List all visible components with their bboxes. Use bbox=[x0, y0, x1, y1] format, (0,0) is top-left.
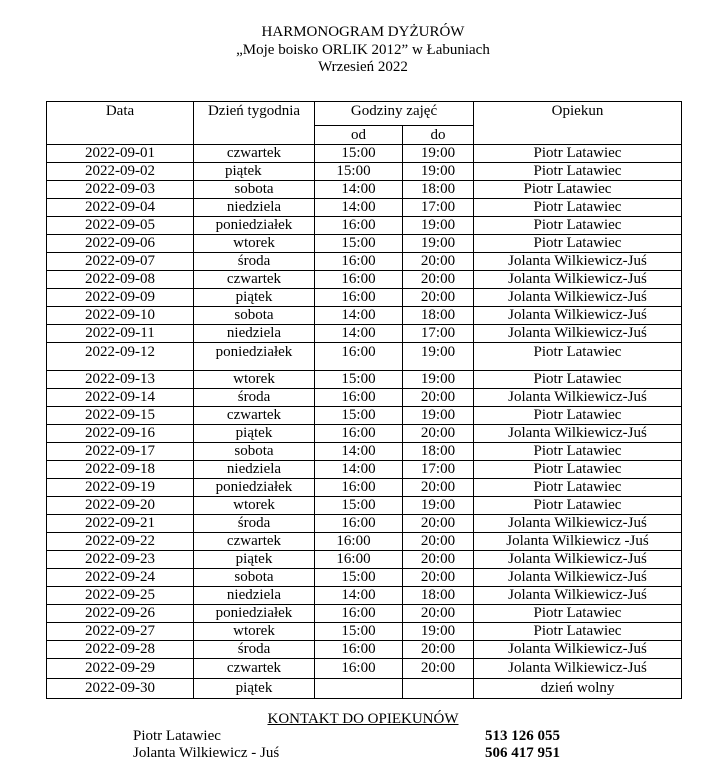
cell-hours-to: 20:00 bbox=[403, 271, 474, 289]
cell-hours-to bbox=[403, 679, 474, 699]
cell-supervisor: Jolanta Wilkiewicz-Juś bbox=[474, 551, 682, 569]
cell-supervisor: Jolanta Wilkiewicz-Juś bbox=[474, 515, 682, 533]
cell-date: 2022-09-03 bbox=[47, 181, 194, 199]
cell-hours-from: 16:00 bbox=[315, 289, 403, 307]
table-row bbox=[47, 235, 682, 253]
cell-date: 2022-09-06 bbox=[47, 235, 194, 253]
cell-hours-from: 15:00 bbox=[315, 371, 403, 389]
table-row bbox=[47, 181, 682, 199]
cell-weekday: niedziela bbox=[194, 199, 315, 217]
table-row bbox=[47, 199, 682, 217]
cell-supervisor: Piotr Latawiec bbox=[474, 217, 682, 235]
cell-hours-to: 20:00 bbox=[403, 425, 474, 443]
cell-hours-from: 15:00 bbox=[315, 569, 403, 587]
cell-supervisor: Jolanta Wilkiewicz-Juś bbox=[474, 307, 682, 325]
cell-supervisor: Jolanta Wilkiewicz-Juś bbox=[474, 425, 682, 443]
duty-schedule-table bbox=[46, 101, 682, 699]
cell-weekday: sobota bbox=[194, 181, 315, 199]
cell-hours-from: 16:00 bbox=[315, 343, 403, 371]
cell-hours-from: 14:00 bbox=[315, 199, 403, 217]
cell-hours-to: 20:00 bbox=[403, 389, 474, 407]
cell-date: 2022-09-12 bbox=[47, 343, 194, 371]
cell-supervisor: Piotr Latawiec bbox=[474, 623, 682, 641]
cell-date: 2022-09-10 bbox=[47, 307, 194, 325]
table-row bbox=[47, 641, 682, 659]
table-row bbox=[47, 623, 682, 641]
cell-weekday: poniedziałek bbox=[194, 479, 315, 497]
cell-date: 2022-09-28 bbox=[47, 641, 194, 659]
cell-weekday: piątek bbox=[194, 163, 315, 181]
cell-hours-from: 15:00 bbox=[315, 623, 403, 641]
cell-hours-to: 20:00 bbox=[403, 551, 474, 569]
cell-weekday: piątek bbox=[194, 679, 315, 699]
contact-phone: 513 126 055 bbox=[485, 728, 560, 744]
table-row bbox=[47, 515, 682, 533]
cell-weekday: czwartek bbox=[194, 407, 315, 425]
cell-weekday: poniedziałek bbox=[194, 217, 315, 235]
cell-date: 2022-09-14 bbox=[47, 389, 194, 407]
cell-weekday: środa bbox=[194, 641, 315, 659]
cell-supervisor: Piotr Latawiec bbox=[474, 163, 682, 181]
cell-weekday: czwartek bbox=[194, 271, 315, 289]
cell-hours-to: 19:00 bbox=[403, 163, 474, 181]
cell-date: 2022-09-07 bbox=[47, 253, 194, 271]
cell-hours-to: 20:00 bbox=[403, 569, 474, 587]
cell-supervisor: Piotr Latawiec bbox=[474, 497, 682, 515]
column-header-from: od bbox=[315, 126, 403, 145]
cell-hours-to: 17:00 bbox=[403, 461, 474, 479]
contact-name: Piotr Latawiec bbox=[133, 728, 221, 744]
cell-hours-from: 15:00 bbox=[315, 497, 403, 515]
cell-supervisor: Piotr Latawiec bbox=[474, 199, 682, 217]
cell-supervisor: Piotr Latawiec bbox=[474, 407, 682, 425]
cell-weekday: niedziela bbox=[194, 461, 315, 479]
cell-hours-from: 14:00 bbox=[315, 443, 403, 461]
table-row bbox=[47, 569, 682, 587]
cell-weekday: sobota bbox=[194, 307, 315, 325]
cell-date: 2022-09-08 bbox=[47, 271, 194, 289]
cell-date: 2022-09-26 bbox=[47, 605, 194, 623]
cell-hours-from: 14:00 bbox=[315, 181, 403, 199]
cell-supervisor: Piotr Latawiec bbox=[474, 343, 682, 371]
cell-hours-to: 20:00 bbox=[403, 641, 474, 659]
cell-date: 2022-09-01 bbox=[47, 145, 194, 163]
cell-hours-from: 14:00 bbox=[315, 325, 403, 343]
table-row bbox=[47, 551, 682, 569]
table-row bbox=[47, 425, 682, 443]
cell-date: 2022-09-15 bbox=[47, 407, 194, 425]
cell-weekday: czwartek bbox=[194, 145, 315, 163]
table-row bbox=[47, 217, 682, 235]
document-title: HARMONOGRAM DYŻURÓW bbox=[261, 24, 465, 40]
cell-supervisor: Jolanta Wilkiewicz-Juś bbox=[474, 271, 682, 289]
cell-hours-from: 16:00 bbox=[315, 659, 403, 679]
cell-weekday: niedziela bbox=[194, 325, 315, 343]
cell-hours-from: 16:00 bbox=[315, 217, 403, 235]
cell-hours-from: 14:00 bbox=[315, 587, 403, 605]
table-row bbox=[47, 371, 682, 389]
cell-hours-to: 17:00 bbox=[403, 199, 474, 217]
cell-supervisor: Piotr Latawiec bbox=[474, 605, 682, 623]
cell-hours-from: 16:00 bbox=[315, 533, 403, 551]
cell-weekday: środa bbox=[194, 389, 315, 407]
cell-supervisor: Piotr Latawiec bbox=[474, 479, 682, 497]
cell-hours-to: 18:00 bbox=[403, 443, 474, 461]
cell-weekday: środa bbox=[194, 253, 315, 271]
cell-weekday: wtorek bbox=[194, 497, 315, 515]
cell-supervisor: Piotr Latawiec bbox=[474, 443, 682, 461]
cell-weekday: poniedziałek bbox=[194, 605, 315, 623]
cell-date: 2022-09-23 bbox=[47, 551, 194, 569]
cell-weekday: niedziela bbox=[194, 587, 315, 605]
cell-hours-to: 20:00 bbox=[403, 515, 474, 533]
cell-date: 2022-09-04 bbox=[47, 199, 194, 217]
cell-hours-to: 19:00 bbox=[403, 497, 474, 515]
cell-weekday: sobota bbox=[194, 569, 315, 587]
cell-date: 2022-09-24 bbox=[47, 569, 194, 587]
document-header bbox=[0, 24, 726, 77]
table-row bbox=[47, 289, 682, 307]
cell-weekday: piątek bbox=[194, 425, 315, 443]
cell-weekday: czwartek bbox=[194, 659, 315, 679]
cell-hours-from: 14:00 bbox=[315, 307, 403, 325]
cell-date: 2022-09-21 bbox=[47, 515, 194, 533]
cell-supervisor: dzień wolny bbox=[474, 679, 682, 699]
cell-hours-from: 16:00 bbox=[315, 605, 403, 623]
cell-hours-to: 19:00 bbox=[403, 343, 474, 371]
cell-supervisor: Jolanta Wilkiewicz-Juś bbox=[474, 659, 682, 679]
cell-hours-to: 20:00 bbox=[403, 533, 474, 551]
cell-date: 2022-09-25 bbox=[47, 587, 194, 605]
table-row bbox=[47, 389, 682, 407]
cell-weekday: środa bbox=[194, 515, 315, 533]
table-row bbox=[47, 443, 682, 461]
cell-supervisor: Piotr Latawiec bbox=[474, 235, 682, 253]
column-header-date: Data bbox=[47, 102, 194, 145]
cell-weekday: wtorek bbox=[194, 371, 315, 389]
cell-hours-to: 20:00 bbox=[403, 253, 474, 271]
cell-supervisor: Jolanta Wilkiewicz-Juś bbox=[474, 389, 682, 407]
table-row bbox=[47, 533, 682, 551]
cell-weekday: piątek bbox=[194, 289, 315, 307]
cell-supervisor: Jolanta Wilkiewicz -Juś bbox=[474, 533, 682, 551]
table-row bbox=[47, 659, 682, 679]
table-row bbox=[47, 479, 682, 497]
table-row bbox=[47, 307, 682, 325]
table-row bbox=[47, 497, 682, 515]
cell-date: 2022-09-05 bbox=[47, 217, 194, 235]
cell-supervisor: Jolanta Wilkiewicz-Juś bbox=[474, 641, 682, 659]
cell-hours-to: 17:00 bbox=[403, 325, 474, 343]
cell-date: 2022-09-27 bbox=[47, 623, 194, 641]
cell-date: 2022-09-13 bbox=[47, 371, 194, 389]
table-row bbox=[47, 605, 682, 623]
cell-hours-from: 15:00 bbox=[315, 235, 403, 253]
cell-supervisor: Jolanta Wilkiewicz-Juś bbox=[474, 289, 682, 307]
cell-supervisor: Piotr Latawiec bbox=[474, 145, 682, 163]
cell-hours-to: 20:00 bbox=[403, 289, 474, 307]
table-row bbox=[47, 343, 682, 371]
cell-hours-from: 15:00 bbox=[315, 407, 403, 425]
cell-hours-to: 20:00 bbox=[403, 479, 474, 497]
document-period: Wrzesień 2022 bbox=[318, 59, 408, 75]
cell-date: 2022-09-17 bbox=[47, 443, 194, 461]
cell-hours-from: 16:00 bbox=[315, 479, 403, 497]
table-header bbox=[47, 102, 682, 145]
cell-supervisor: Jolanta Wilkiewicz-Juś bbox=[474, 587, 682, 605]
cell-date: 2022-09-18 bbox=[47, 461, 194, 479]
cell-hours-to: 18:00 bbox=[403, 587, 474, 605]
table-row bbox=[47, 587, 682, 605]
cell-supervisor: Piotr Latawiec bbox=[474, 181, 682, 199]
cell-date: 2022-09-30 bbox=[47, 679, 194, 699]
cell-date: 2022-09-20 bbox=[47, 497, 194, 515]
table-row bbox=[47, 271, 682, 289]
cell-date: 2022-09-11 bbox=[47, 325, 194, 343]
cell-hours-from: 16:00 bbox=[315, 551, 403, 569]
cell-date: 2022-09-19 bbox=[47, 479, 194, 497]
cell-date: 2022-09-22 bbox=[47, 533, 194, 551]
header-row bbox=[47, 102, 682, 126]
table-row bbox=[47, 407, 682, 425]
cell-weekday: sobota bbox=[194, 443, 315, 461]
cell-date: 2022-09-29 bbox=[47, 659, 194, 679]
column-header-to: do bbox=[403, 126, 474, 145]
cell-hours-to: 20:00 bbox=[403, 605, 474, 623]
column-header-supervisor: Opiekun bbox=[474, 102, 682, 145]
contact-name: Jolanta Wilkiewicz - Juś bbox=[133, 745, 280, 761]
contact-item bbox=[133, 728, 633, 745]
cell-weekday: czwartek bbox=[194, 533, 315, 551]
cell-hours-to: 18:00 bbox=[403, 181, 474, 199]
cell-date: 2022-09-02 bbox=[47, 163, 194, 181]
cell-supervisor: Jolanta Wilkiewicz-Juś bbox=[474, 325, 682, 343]
cell-hours-from: 16:00 bbox=[315, 515, 403, 533]
cell-hours-from bbox=[315, 679, 403, 699]
cell-supervisor: Piotr Latawiec bbox=[474, 371, 682, 389]
cell-weekday: piątek bbox=[194, 551, 315, 569]
cell-hours-from: 14:00 bbox=[315, 461, 403, 479]
table-body bbox=[47, 145, 682, 699]
cell-hours-from: 16:00 bbox=[315, 271, 403, 289]
cell-hours-from: 16:00 bbox=[315, 253, 403, 271]
table-row bbox=[47, 325, 682, 343]
table-row bbox=[47, 679, 682, 699]
cell-weekday: poniedziałek bbox=[194, 343, 315, 371]
column-header-hours: Godziny zajęć bbox=[315, 102, 474, 126]
table-row bbox=[47, 163, 682, 181]
cell-hours-to: 20:00 bbox=[403, 659, 474, 679]
cell-hours-from: 15:00 bbox=[315, 145, 403, 163]
cell-hours-from: 16:00 bbox=[315, 425, 403, 443]
cell-supervisor: Jolanta Wilkiewicz-Juś bbox=[474, 253, 682, 271]
cell-hours-to: 19:00 bbox=[403, 371, 474, 389]
table-row bbox=[47, 253, 682, 271]
cell-hours-to: 19:00 bbox=[403, 623, 474, 641]
cell-date: 2022-09-16 bbox=[47, 425, 194, 443]
cell-hours-to: 19:00 bbox=[403, 407, 474, 425]
cell-hours-to: 19:00 bbox=[403, 145, 474, 163]
table-row bbox=[47, 145, 682, 163]
cell-supervisor: Jolanta Wilkiewicz-Juś bbox=[474, 569, 682, 587]
cell-hours-from: 16:00 bbox=[315, 641, 403, 659]
cell-weekday: wtorek bbox=[194, 623, 315, 641]
cell-date: 2022-09-09 bbox=[47, 289, 194, 307]
contact-item bbox=[133, 745, 633, 762]
cell-hours-from: 15:00 bbox=[315, 163, 403, 181]
column-header-weekday: Dzień tygodnia bbox=[194, 102, 315, 145]
cell-weekday: wtorek bbox=[194, 235, 315, 253]
table-row bbox=[47, 461, 682, 479]
cell-supervisor: Piotr Latawiec bbox=[474, 461, 682, 479]
cell-hours-to: 19:00 bbox=[403, 235, 474, 253]
cell-hours-to: 18:00 bbox=[403, 307, 474, 325]
document-subtitle: „Moje boisko ORLIK 2012” w Łabuniach bbox=[236, 41, 490, 58]
cell-hours-to: 19:00 bbox=[403, 217, 474, 235]
contacts-heading: KONTAKT DO OPIEKUNÓW bbox=[267, 711, 459, 727]
cell-hours-from: 16:00 bbox=[315, 389, 403, 407]
contact-phone: 506 417 951 bbox=[485, 745, 560, 761]
